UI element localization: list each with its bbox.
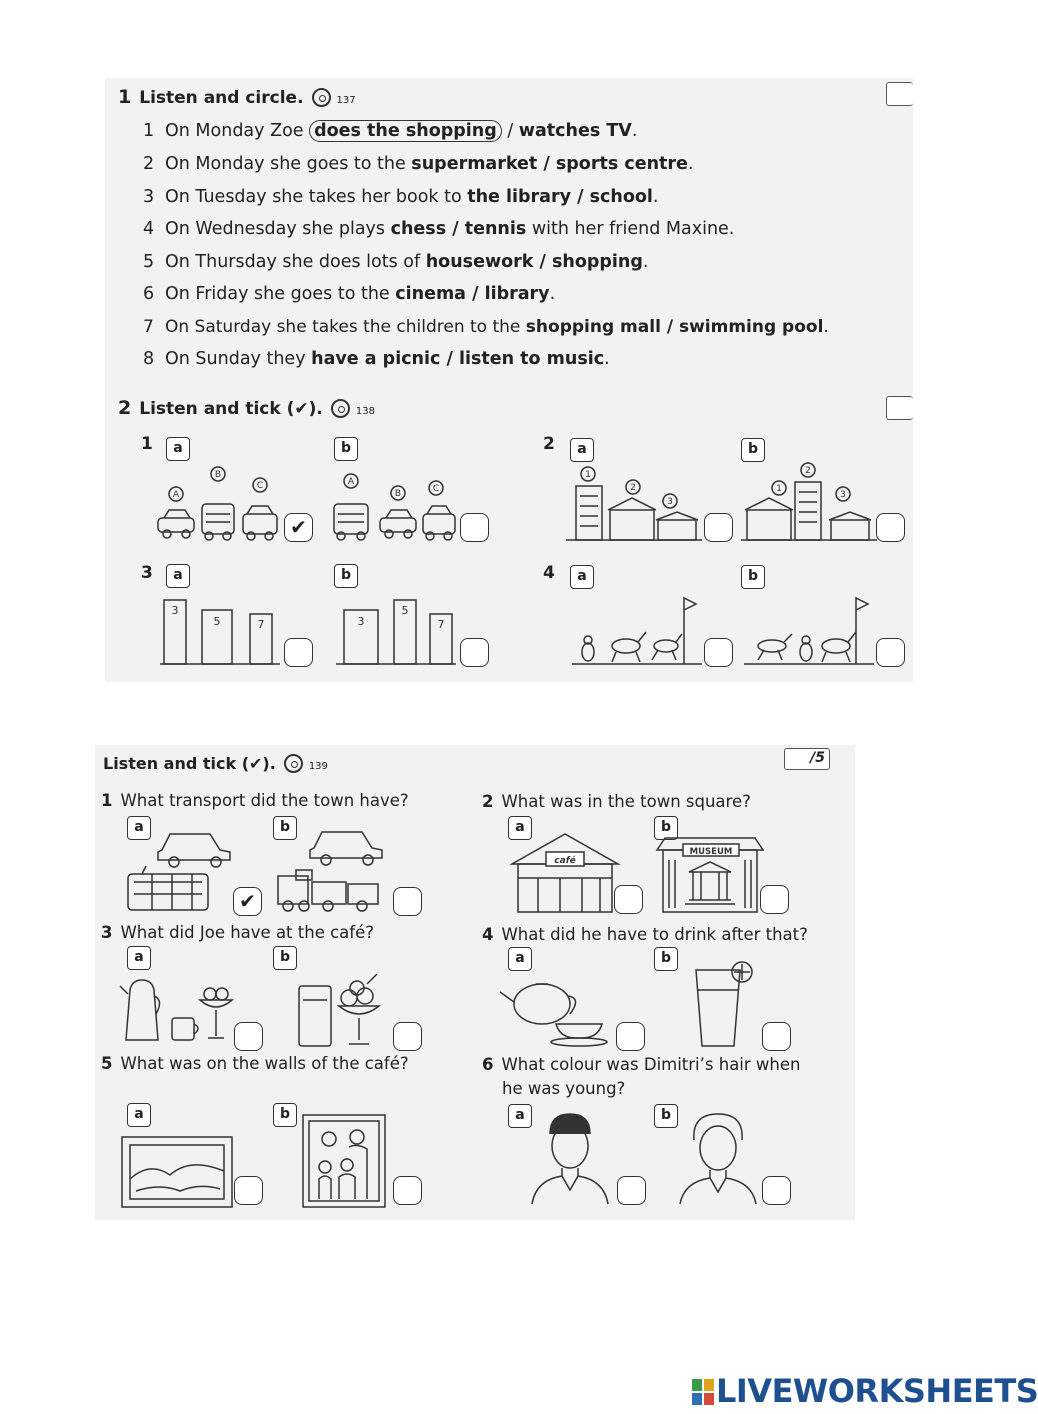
score-text: /5 — [810, 750, 825, 766]
option-letter-b: b — [273, 1103, 297, 1127]
question: 5 What was on the walls of the café? — [101, 1054, 409, 1073]
option[interactable]: shopping — [551, 252, 643, 272]
option[interactable]: cinema — [395, 284, 466, 304]
option-letter-b: b — [273, 816, 297, 840]
option-letter-a: a — [127, 946, 151, 970]
brand-text: LIVEWORKSHEETS — [716, 1372, 1038, 1410]
answer-tick-box[interactable] — [704, 638, 733, 667]
landscape-painting-picture — [120, 1135, 234, 1209]
option-letter-b: b — [334, 564, 358, 588]
option[interactable]: chess — [390, 219, 447, 239]
audio-cd-icon[interactable] — [312, 88, 331, 107]
list-item: 8 On Sunday they have a picnic / listen to music. — [143, 349, 610, 369]
answer-tick-box[interactable] — [704, 513, 733, 542]
answer-tick-box[interactable] — [393, 1176, 422, 1205]
score-box[interactable] — [886, 82, 913, 106]
option[interactable]: housework — [425, 252, 534, 272]
car-tram-picture — [122, 822, 234, 914]
svg-text:B: B — [394, 489, 402, 499]
option[interactable]: shopping mall — [525, 317, 661, 337]
svg-text:1: 1 — [585, 470, 591, 480]
svg-text:3: 3 — [840, 490, 846, 500]
exercise-2-number: 2 — [118, 397, 132, 419]
track-number: 137 — [336, 95, 356, 106]
svg-text:1: 1 — [776, 484, 782, 494]
track-number: 139 — [308, 761, 328, 772]
answer-tick-box[interactable] — [393, 887, 422, 916]
score-box[interactable] — [784, 748, 830, 770]
exercise-2-instruction: Listen and tick (✔). — [139, 399, 323, 419]
exercise-1-instruction: Listen and circle. — [139, 88, 304, 108]
answer-tick-box[interactable]: ✔ — [284, 513, 313, 542]
svg-text:C: C — [432, 484, 440, 494]
teapot-teacup-picture — [498, 974, 612, 1048]
score-box[interactable] — [886, 396, 913, 420]
answer-tick-box[interactable] — [284, 638, 313, 667]
doors-picture-b — [336, 594, 456, 668]
option-circled[interactable]: does the shopping — [309, 120, 502, 142]
svg-text:5: 5 — [213, 615, 221, 628]
car-train-picture — [272, 818, 384, 914]
svg-text:2: 2 — [805, 466, 811, 476]
option-letter-b: b — [741, 565, 765, 589]
answer-tick-box[interactable] — [876, 638, 905, 667]
answer-tick-box[interactable] — [460, 513, 489, 542]
buildings-picture-b — [741, 462, 877, 544]
question: 6 What colour was Dimitri’s hair when — [482, 1055, 801, 1074]
track-number: 138 — [355, 406, 375, 417]
option-letter-b: b — [741, 438, 765, 462]
option-letter-b: b — [654, 816, 678, 840]
option-letter-a: a — [166, 564, 190, 588]
svg-text:A: A — [172, 490, 180, 500]
question: 4 What did he have to drink after that? — [482, 925, 808, 944]
option-letter-a: a — [508, 1104, 532, 1128]
list-item: 2 On Monday she goes to the supermarket / sports centre. — [143, 154, 694, 174]
liveworksheets-logo-icon — [692, 1379, 714, 1405]
juice-glass-picture — [690, 960, 760, 1050]
answer-tick-box[interactable] — [234, 1176, 263, 1205]
list-item: 3 On Tuesday she takes her book to the library / school. — [143, 187, 659, 207]
list-item: 1 On Monday Zoe does the shopping / watches TV. — [143, 121, 638, 141]
exercise-3-instruction: Listen and tick (✔). — [103, 754, 276, 773]
option-letter-b: b — [273, 946, 297, 970]
svg-text:B: B — [214, 470, 222, 480]
doors-picture-a — [160, 594, 280, 668]
question-number: 3 — [141, 563, 153, 583]
option[interactable]: the library — [467, 187, 572, 207]
option[interactable]: school — [589, 187, 653, 207]
dark-hair-man-picture — [528, 1110, 612, 1206]
option[interactable]: have a picnic — [311, 349, 441, 369]
answer-tick-box[interactable] — [762, 1176, 791, 1205]
list-item: 4 On Wednesday she plays chess / tennis with her friend Maxine. — [143, 219, 735, 239]
exercise-1-title — [118, 86, 356, 108]
option[interactable]: swimming pool — [678, 317, 824, 337]
answer-tick-box[interactable] — [616, 1022, 645, 1051]
museum-building-picture — [655, 830, 765, 914]
list-item: 7 On Saturday she takes the children to the shopping mall / swimming pool. — [143, 317, 829, 337]
answer-tick-box[interactable] — [876, 513, 905, 542]
coffee-icecream-picture — [118, 970, 234, 1046]
audio-cd-icon[interactable] — [331, 399, 350, 418]
svg-text:A: A — [347, 477, 355, 487]
list-item: 5 On Thursday she does lots of housework / shopping. — [143, 252, 649, 272]
juice-icecream-picture — [293, 970, 389, 1048]
question-number: 1 — [141, 434, 153, 454]
option-letter-b: b — [334, 437, 358, 461]
family-photo-picture — [301, 1113, 387, 1209]
list-item: 6 On Friday she goes to the cinema / library. — [143, 284, 556, 304]
exercise-3-title — [103, 754, 328, 773]
liveworksheets-logo — [692, 1372, 1038, 1410]
svg-text:C: C — [256, 481, 264, 491]
animal-race-picture-a — [572, 594, 702, 668]
option[interactable]: sports centre — [555, 154, 688, 174]
question-number: 4 — [543, 563, 555, 583]
option[interactable]: listen to music — [458, 349, 605, 369]
svg-text:3: 3 — [667, 497, 673, 507]
option-letter-a: a — [508, 816, 532, 840]
svg-text:2: 2 — [630, 483, 636, 493]
buildings-picture-a — [566, 462, 702, 544]
answer-tick-box[interactable] — [760, 885, 789, 914]
option[interactable]: tennis — [464, 219, 527, 239]
option-letter-a: a — [570, 438, 594, 462]
cars-picture-a — [155, 466, 285, 544]
option-letter-b: b — [654, 1104, 678, 1128]
option-letter-a: a — [127, 816, 151, 840]
option[interactable]: supermarket — [411, 154, 538, 174]
cars-picture-b — [326, 466, 456, 544]
option[interactable]: watches TV — [518, 121, 632, 141]
svg-text:3: 3 — [171, 604, 179, 617]
answer-tick-box[interactable] — [617, 1176, 646, 1205]
answer-tick-box[interactable]: ✔ — [233, 887, 262, 916]
question-number: 2 — [543, 434, 555, 454]
light-hair-man-picture — [676, 1110, 760, 1206]
question: 1 What transport did the town have? — [101, 791, 409, 810]
svg-text:7: 7 — [437, 618, 445, 631]
answer-tick-box[interactable] — [762, 1022, 791, 1051]
animal-race-picture-b — [744, 594, 874, 668]
svg-text:café: café — [554, 856, 576, 866]
question-continued: he was young? — [502, 1079, 626, 1098]
answer-tick-box[interactable] — [234, 1022, 263, 1051]
answer-tick-box[interactable] — [393, 1022, 422, 1051]
svg-text:5: 5 — [401, 604, 409, 617]
svg-text:7: 7 — [257, 618, 265, 631]
audio-cd-icon[interactable] — [284, 754, 303, 773]
svg-text:3: 3 — [357, 615, 365, 628]
answer-tick-box[interactable] — [460, 638, 489, 667]
option-letter-a: a — [508, 947, 532, 971]
svg-text:MUSEUM: MUSEUM — [689, 847, 733, 857]
cafe-building-picture — [510, 830, 620, 914]
option-letter-a: a — [127, 1103, 151, 1127]
question: 2 What was in the town square? — [482, 792, 751, 811]
option[interactable]: library — [484, 284, 550, 304]
exercise-2-title — [118, 397, 375, 419]
option-letter-a: a — [570, 565, 594, 589]
answer-tick-box[interactable] — [614, 885, 643, 914]
question: 3 What did Joe have at the café? — [101, 923, 374, 942]
option-letter-a: a — [166, 437, 190, 461]
option-letter-b: b — [654, 947, 678, 971]
exercise-1-number: 1 — [118, 86, 132, 108]
